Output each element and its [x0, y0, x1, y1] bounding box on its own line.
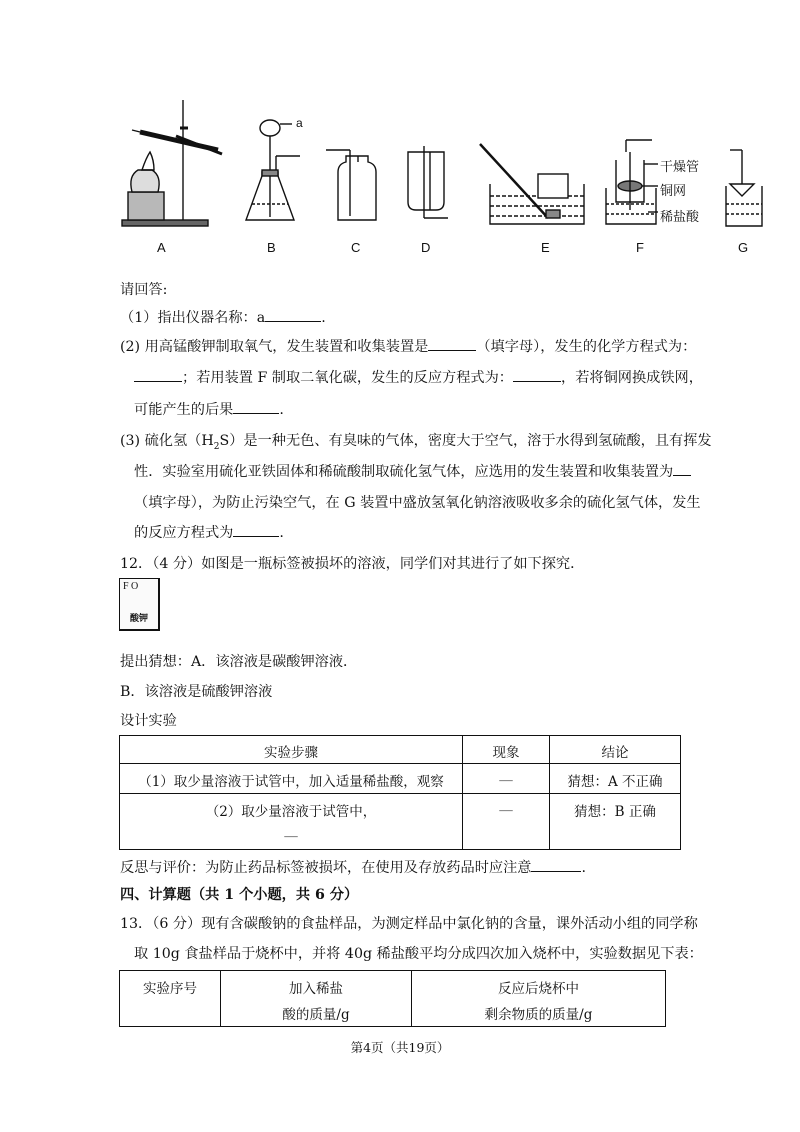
damaged-label-bottom-text: 酸钾 [130, 614, 149, 624]
q12-guess-b: B．该溶液是硫酸钾溶液 [120, 684, 273, 700]
experiment-table [119, 735, 681, 850]
table-row [120, 764, 681, 794]
answer-blank[interactable] [428, 337, 476, 351]
q11-part2-line3: 可能产生的后果 . [134, 402, 284, 418]
table-cell-blank[interactable]: __ [463, 764, 550, 794]
answer-blank[interactable] [134, 368, 182, 382]
q11-part3-line3: （填字母），为防止污染空气，在 G 装置中盛放氢氧化钠溶液吸收多余的硫化氢气体，发生 [134, 495, 701, 511]
q13-line1: 13．（6 分）现有含碳酸钠的食盐样品，为测定样品中氯化钠的含量，课外活动小组的同学称 [120, 916, 698, 932]
q11-intro: 请回答: [120, 282, 168, 298]
caption-d: D [421, 240, 431, 255]
caption-g: G [738, 240, 749, 255]
answer-blank[interactable] [233, 523, 279, 537]
table-cell: （2）取少量溶液于试管中， __ [120, 794, 463, 850]
caption-c: C [351, 240, 361, 255]
table-header: 结论 [550, 736, 681, 764]
q12-reflection: 反思与评价：为防止药品标签被损坏，在使用及存放药品时应注意 . [120, 860, 586, 876]
table-header: 实验步骤 [120, 736, 463, 764]
answer-blank[interactable] [233, 400, 279, 414]
answer-blank[interactable] [513, 368, 561, 382]
q11-part1: （1）指出仪器名称：a . [120, 310, 326, 326]
section-4-title: 四、计算题（共 1 个小题，共 6 分） [120, 887, 359, 903]
apparatus-e [480, 144, 584, 224]
table-header: 现象 [463, 736, 550, 764]
table-cell: （1）取少量溶液于试管中，加入适量稀盐酸，观察 [120, 764, 463, 794]
table-cell-blank[interactable]: __ [284, 822, 298, 838]
apparatus-f-label-dryer: 干燥管 [660, 160, 700, 175]
apparatus-d [408, 146, 448, 218]
damaged-label-image [119, 578, 160, 631]
apparatus-c [326, 150, 376, 220]
q11-part2-line2: ；若用装置 F 制取二氧化碳，发生的反应方程式为： ，若将铜网换成铁网， [134, 367, 703, 387]
caption-b: B [267, 240, 276, 255]
answer-blank[interactable] [673, 462, 691, 476]
data-table [119, 970, 666, 1027]
table-cell-blank[interactable]: __ [463, 794, 550, 850]
caption-a: A [157, 240, 166, 255]
table-header: 反应后烧杯中 剩余物质的质量/g [412, 971, 666, 1027]
caption-e: E [541, 240, 550, 255]
q11-part3-line2: 性．实验室用硫化亚铁固体和稀硫酸制取硫化氢气体，应选用的发生装置和收集装置为 [134, 461, 691, 481]
q11-part3-line1: (3) 硫化氢$(H_2S)$是一种无色、有臭味的气体，密度大于空气，溶于水得到氢硫酸，且有挥发 [120, 433, 712, 452]
answer-blank[interactable] [531, 858, 581, 872]
damaged-label-top-text: F O [123, 581, 139, 592]
apparatus-a [122, 100, 222, 226]
q12-title: 12．（4 分）如图是一瓶标签被损坏的溶液，同学们对其进行了如下探究． [120, 556, 585, 572]
table-row [120, 794, 681, 850]
table-row [120, 736, 681, 764]
table-row [120, 971, 666, 1027]
q11-part2-line1: (2) 用高锰酸钾制取氧气，发生装置和收集装置是 （填字母），发生的化学方程式为： [120, 339, 697, 355]
table-cell: 猜想：B 正确 [550, 794, 681, 850]
apparatus-f [606, 140, 658, 224]
q12-guess-a: 提出猜想：A．该溶液是碳酸钾溶液． [120, 654, 358, 670]
apparatus-f-label-mesh: 铜网 [660, 184, 687, 199]
page-footer: 第4页（共19页） [350, 1040, 450, 1055]
q12-design: 设计实验 [120, 713, 177, 729]
apparatus-f-label-acid: 稀盐酸 [660, 210, 700, 225]
apparatus-g [726, 150, 762, 226]
table-header: 加入稀盐 酸的质量/g [221, 971, 412, 1027]
answer-blank[interactable] [265, 308, 321, 322]
apparatus-b-label-a: a [296, 116, 303, 130]
apparatus-b [246, 120, 300, 220]
q11-part3-line4: 的反应方程式为 . [134, 525, 284, 541]
table-header: 实验序号 [120, 971, 221, 1027]
q13-line2: 取 10g 食盐样品于烧杯中，并将 40g 稀盐酸平均分成四次加入烧杯中，实验数据见下表： [134, 946, 703, 962]
table-cell: 猜想：A 不正确 [550, 764, 681, 794]
caption-f: F [636, 240, 644, 255]
